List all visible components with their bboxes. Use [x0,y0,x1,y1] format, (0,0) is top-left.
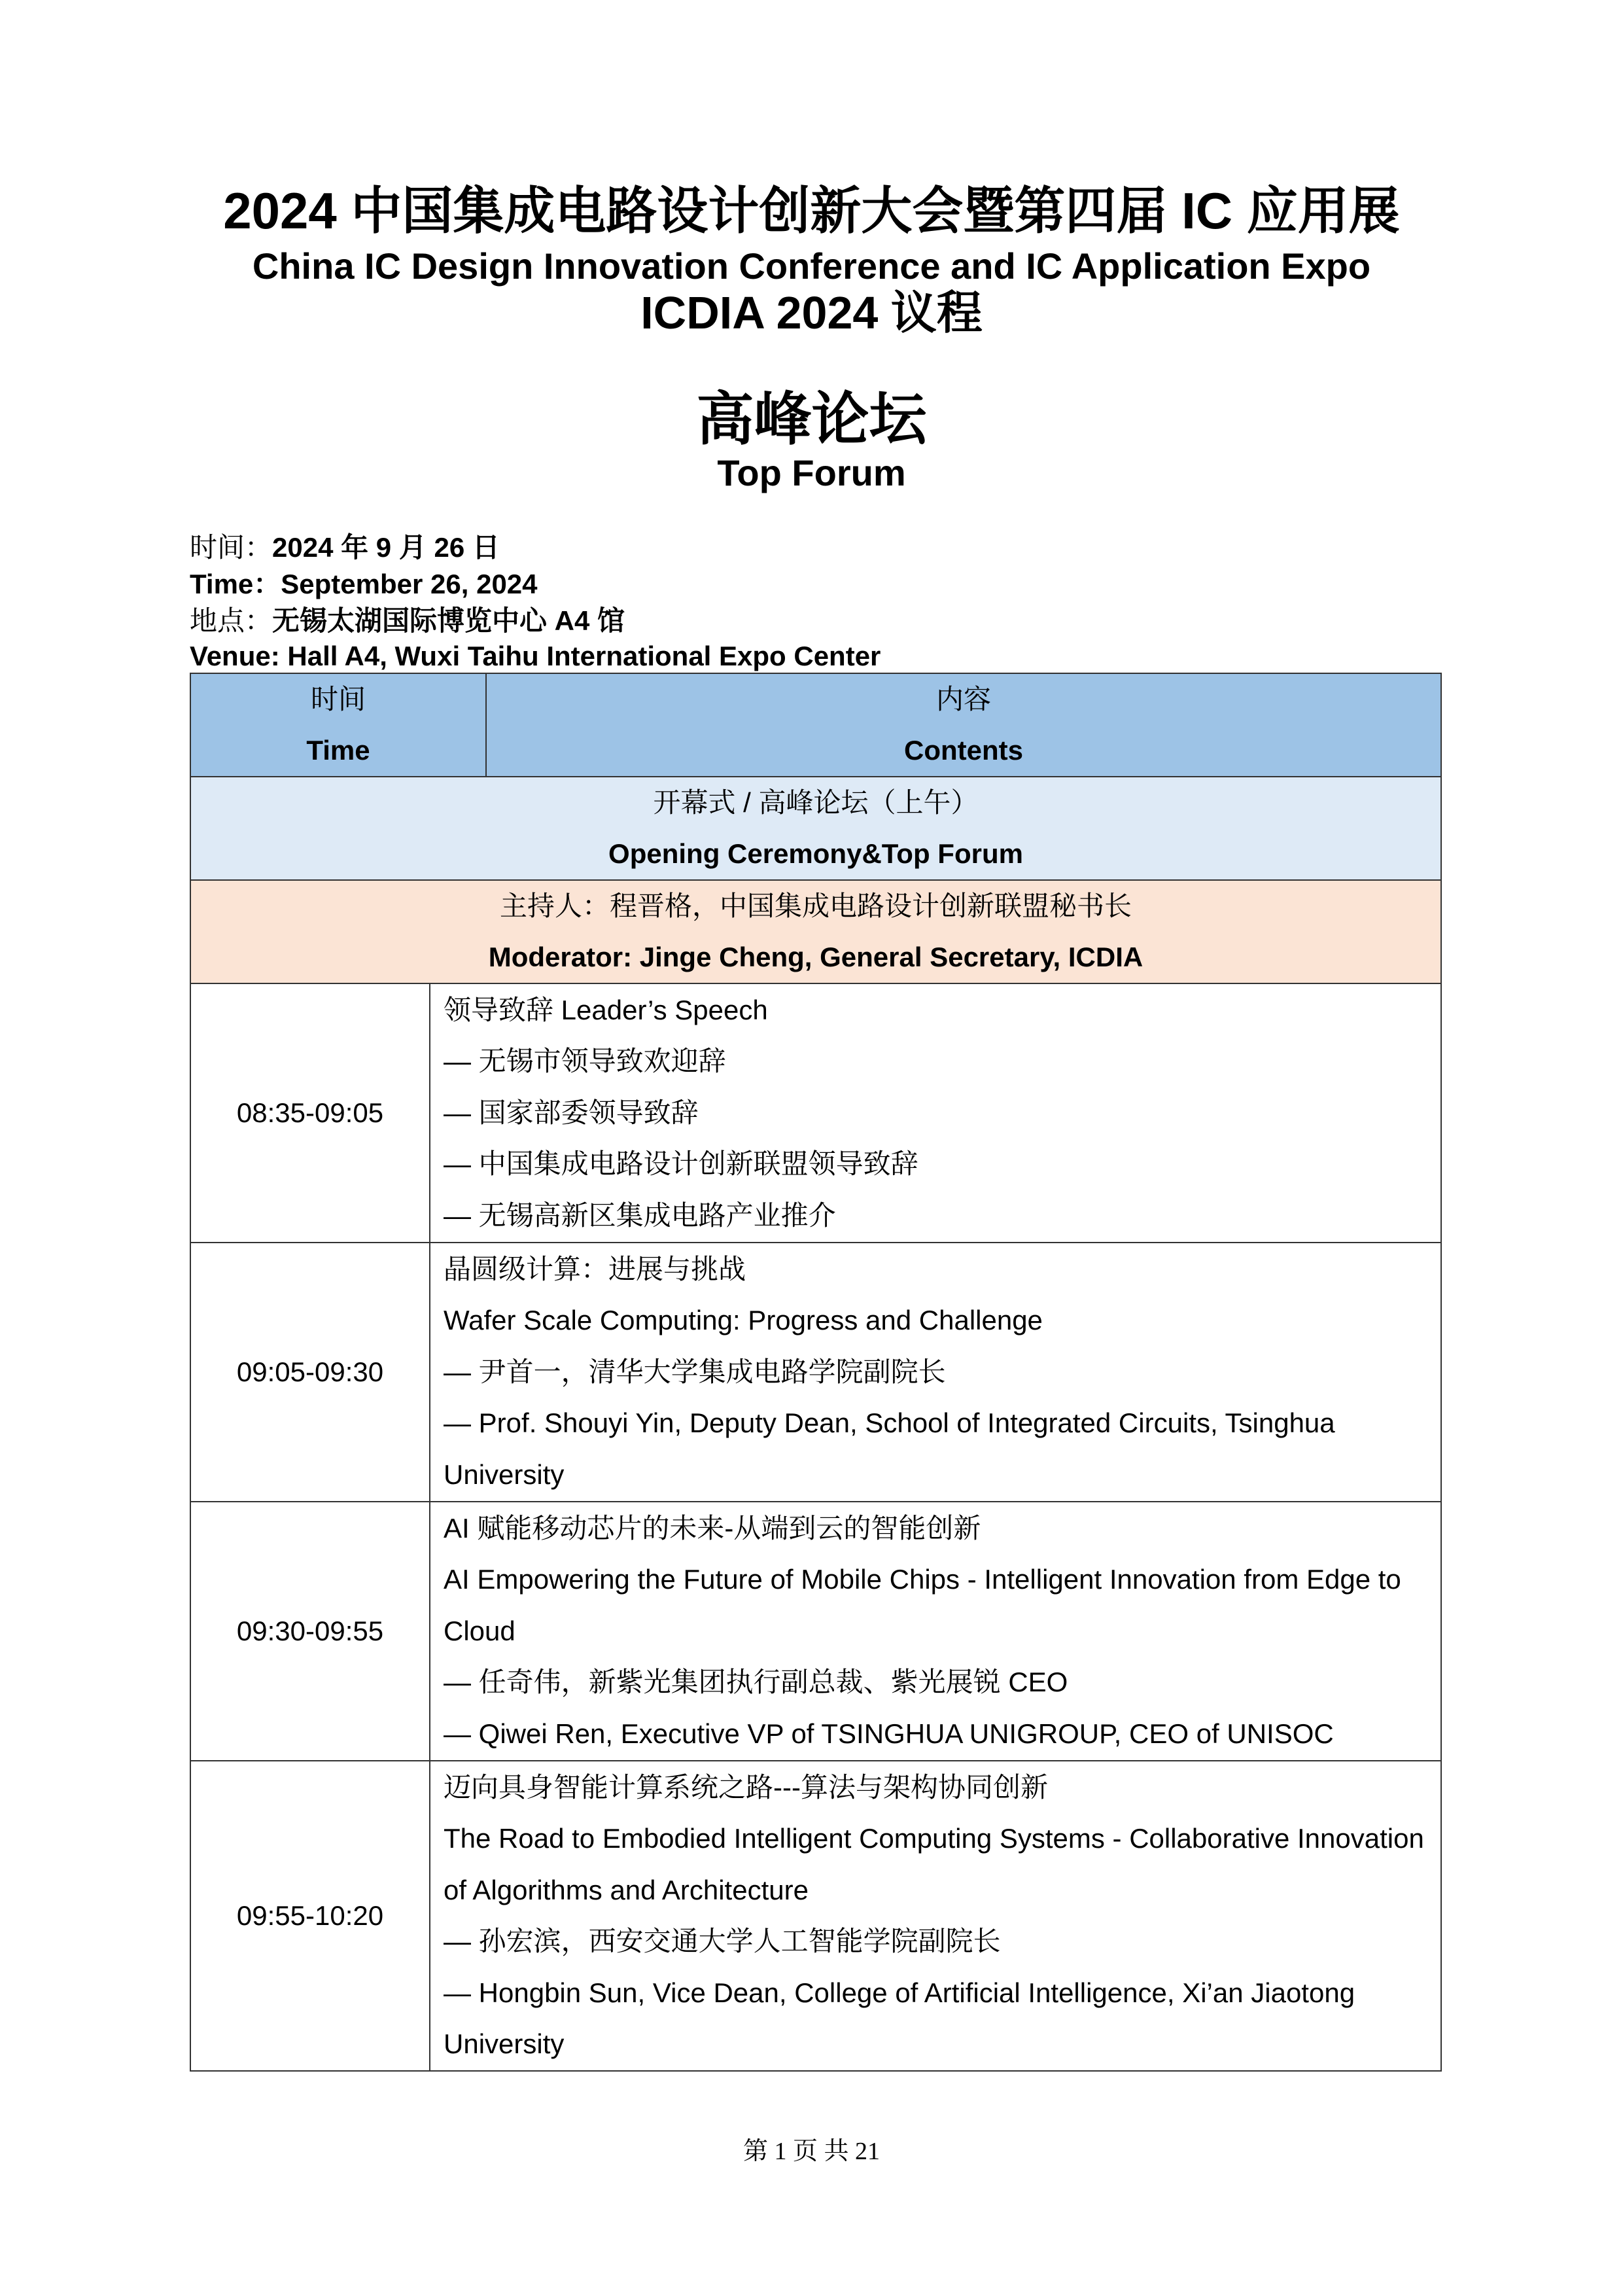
section-cell [190,777,1441,880]
forum-name-cn: 高峰论坛 [696,385,927,453]
info-time-en-value: September 26, 2024 [281,569,538,599]
header-time-en: Time [306,735,370,766]
table-row [190,1502,1441,1761]
session-content [430,983,1441,1243]
session-content [430,1761,1441,2071]
session-content [430,1502,1441,1761]
info-time-cn-value: 2024 年 9 月 26 日 [272,532,500,563]
header-time-cn: 时间 [310,684,366,715]
section-title-cn: 开幕式 / 高峰论坛（上午） [653,787,979,818]
session-line: AI 赋能移动芯片的未来-从端到云的智能创新 [444,1512,981,1544]
header-time-cell [190,673,486,777]
forum-name-en: Top Forum [717,452,906,493]
info-venue-cn-value: 无锡太湖国际博览中心 A4 馆 [272,605,625,636]
session-line: — 任奇伟，新紫光集团执行副总裁、紫光展锐 CEO [444,1667,1068,1698]
moderator-cell [190,880,1441,983]
table-header-row [190,673,1441,777]
document-title-cn: 2024 中国集成电路设计创新大会暨第四届 IC 应用展 [223,182,1400,239]
moderator-cn: 主持人：程晋格，中国集成电路设计创新联盟秘书长 [499,891,1132,921]
section-row [190,777,1441,880]
session-line: The Road to Embodied Intelligent Computing Systems - Collaborative Innovation of Algorithms and Architecture [444,1823,1424,1905]
info-venue-cn [190,606,625,636]
session-line: — 国家部委领导致辞 [444,1097,699,1128]
info-venue-cn-label: 地点： [190,605,273,636]
session-time: 09:55-10:20 [190,1761,430,2071]
info-venue-en: Venue: Hall A4, Wuxi Taihu International Expo Center [190,641,881,671]
info-time-cn [190,533,500,563]
session-line: — 孙宏滨，西安交通大学人工智能学院副院长 [444,1926,1001,1956]
session-line: — 无锡市领导致欢迎辞 [444,1046,726,1077]
moderator-en: Moderator: Jinge Cheng, General Secretary, ICDIA [488,942,1143,972]
moderator-row [190,880,1441,983]
table-row [190,1761,1441,2071]
info-time-en-label: Time： [190,569,281,599]
table-row [190,1243,1441,1502]
header-contents-cell [486,673,1441,777]
session-line: — 无锡高新区集成电路产业推介 [444,1199,836,1231]
document-title-en: China IC Design Innovation Conference and IC Application Expo [252,245,1371,287]
page-number: 第 1 页 共 21 [742,2138,880,2165]
session-line: 迈向具身智能计算系统之路---算法与架构协同创新 [444,1771,1048,1803]
session-time: 09:05-09:30 [190,1243,430,1502]
agenda-table [190,673,1442,2072]
session-time: 08:35-09:05 [190,983,430,1243]
session-line: — Hongbin Sun, Vice Dean, College of Artificial Intelligence, Xi’an Jiaotong University [444,1977,1355,2059]
session-line: — Prof. Shouyi Yin, Deputy Dean, School of Integrated Circuits, Tsinghua University [444,1407,1335,1490]
session-content [430,1243,1441,1502]
session-line: — Qiwei Ren, Executive VP of TSINGHUA UNIGROUP, CEO of UNISOC [444,1718,1334,1749]
session-line: 晶圆级计算：进展与挑战 [444,1253,746,1284]
header-contents-cn: 内容 [935,684,991,715]
table-row [190,983,1441,1243]
session-line: Wafer Scale Computing: Progress and Challenge [444,1305,1043,1336]
session-line: — 中国集成电路设计创新联盟领导致辞 [444,1148,918,1180]
session-time: 09:30-09:55 [190,1502,430,1761]
info-time-cn-label: 时间： [190,532,273,563]
info-time-en [190,569,538,599]
session-line: 领导致辞 Leader’s Speech [444,994,768,1025]
section-title-en: Opening Ceremony&Top Forum [608,838,1023,869]
agenda-title: ICDIA 2024 议程 [640,287,983,338]
session-line: — 尹首一，清华大学集成电路学院副院长 [444,1356,946,1387]
session-line: AI Empowering the Future of Mobile Chips - Intelligent Innovation from Edge to Cloud [444,1564,1401,1646]
header-contents-en: Contents [904,735,1023,766]
